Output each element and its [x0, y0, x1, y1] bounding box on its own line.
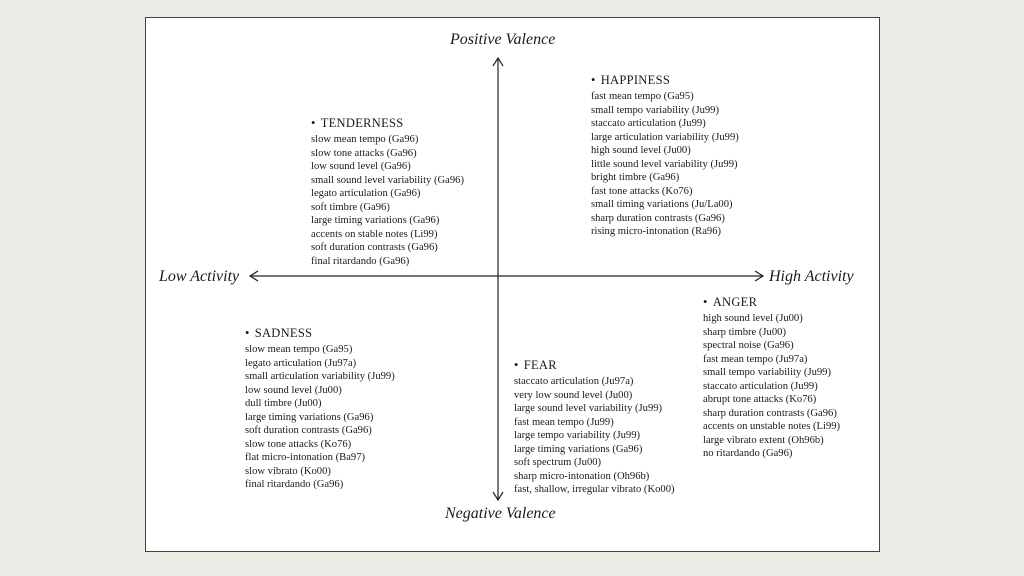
quadrant-title — [703, 295, 840, 310]
cue-item: large timing variations (Ga96) — [514, 443, 643, 455]
cue-item: low sound level (Ga96) — [311, 161, 411, 172]
cue-item: high sound level (Ju00) — [591, 145, 691, 156]
cue-item: fast tone attacks (Ko76) — [591, 185, 693, 197]
cue-item: legato articulation (Ga96) — [311, 188, 421, 199]
cue-item: bright timbre (Ga96) — [591, 172, 680, 183]
quadrant-fear — [514, 358, 675, 497]
cue-item: large articulation variability (Ju99) — [591, 131, 739, 143]
quadrant-title — [591, 73, 739, 88]
cue-item: soft duration contrasts (Ga96) — [311, 242, 438, 253]
emotion-cue-diagram — [145, 17, 880, 552]
cue-item: dull timbre (Ju00) — [245, 398, 322, 409]
quadrant-tenderness — [311, 116, 464, 268]
cue-item: fast mean tempo (Ga95) — [591, 91, 694, 102]
cue-item: little sound level variability (Ju99) — [591, 158, 738, 170]
quadrant-title-text: TENDERNESS — [320, 116, 404, 130]
quadrant-title-text: ANGER — [712, 295, 758, 309]
cue-item: fast mean tempo (Ju97a) — [703, 353, 808, 365]
cue-item: accents on stable notes (Li99) — [311, 228, 438, 240]
cue-item: high sound level (Ju00) — [703, 313, 803, 324]
quadrant-sadness — [245, 326, 395, 492]
quadrant-anger — [703, 295, 840, 461]
axis-label-low-activity: Low Activity — [159, 268, 240, 285]
cue-item: slow mean tempo (Ga96) — [311, 134, 419, 145]
cue-item: soft spectrum (Ju00) — [514, 457, 602, 468]
cue-item: fast, shallow, irregular vibrato (Ko00) — [514, 484, 675, 495]
cue-item: large vibrato extent (Oh96b) — [703, 434, 824, 446]
cue-item: staccato articulation (Ju97a) — [514, 376, 634, 387]
cue-item: low sound level (Ju00) — [245, 384, 342, 396]
cue-item: small timing variations (Ju/La00) — [591, 199, 733, 210]
quadrant-title — [245, 326, 395, 341]
cue-item: staccato articulation (Ju99) — [703, 380, 818, 392]
bullet-icon: • — [311, 116, 316, 130]
quadrant-title-text: HAPPINESS — [600, 73, 671, 87]
cue-item: sharp duration contrasts (Ga96) — [591, 212, 725, 224]
cue-item: staccato articulation (Ju99) — [591, 118, 706, 129]
cue-item: rising micro-intonation (Ra96) — [591, 226, 722, 237]
cue-item: legato articulation (Ju97a) — [245, 357, 357, 369]
cue-item: sharp timbre (Ju00) — [703, 326, 786, 338]
cue-item: final ritardando (Ga96) — [245, 479, 344, 490]
quadrant-title-text: FEAR — [523, 358, 557, 372]
cue-item: flat micro-intonation (Ba97) — [245, 452, 366, 463]
cue-item: slow mean tempo (Ga95) — [245, 344, 353, 355]
quadrant-title — [311, 116, 464, 131]
cue-item: slow vibrato (Ko00) — [245, 465, 331, 477]
cue-item: final ritardando (Ga96) — [311, 255, 410, 267]
cue-item: soft duration contrasts (Ga96) — [245, 425, 372, 436]
cue-item: abrupt tone attacks (Ko76) — [703, 394, 817, 405]
cue-item: large timing variations (Ga96) — [245, 411, 374, 423]
cue-item: sharp duration contrasts (Ga96) — [703, 407, 837, 419]
cue-item: slow tone attacks (Ga96) — [311, 147, 417, 159]
cue-item: small tempo variability (Ju99) — [703, 367, 831, 378]
cue-item: large tempo variability (Ju99) — [514, 430, 641, 441]
bullet-icon: • — [703, 295, 708, 309]
cue-item: small articulation variability (Ju99) — [245, 371, 395, 382]
quadrant-happiness — [591, 73, 739, 239]
cue-item: fast mean tempo (Ju99) — [514, 416, 614, 428]
cue-item: soft timbre (Ga96) — [311, 201, 390, 213]
bullet-icon: • — [591, 73, 596, 87]
bullet-icon: • — [514, 358, 519, 372]
axis-label-positive-valence: Positive Valence — [450, 31, 556, 48]
bullet-icon: • — [245, 326, 250, 340]
cue-item: accents on unstable notes (Li99) — [703, 421, 841, 432]
quadrant-title — [514, 358, 675, 373]
quadrant-title-text: SADNESS — [254, 326, 313, 340]
cue-item: sharp micro-intonation (Oh96b) — [514, 470, 650, 482]
axis-label-high-activity: High Activity — [769, 268, 854, 285]
axis-label-negative-valence: Negative Valence — [445, 505, 556, 522]
cue-item: large timing variations (Ga96) — [311, 215, 440, 226]
cue-item: large sound level variability (Ju99) — [514, 403, 663, 414]
cue-item: small tempo variability (Ju99) — [591, 104, 719, 116]
cue-item: small sound level variability (Ga96) — [311, 174, 464, 186]
cue-item: very low sound level (Ju00) — [514, 389, 633, 401]
cue-item: no ritardando (Ga96) — [703, 448, 793, 459]
cue-item: spectral noise (Ga96) — [703, 340, 794, 351]
cue-item: slow tone attacks (Ko76) — [245, 438, 352, 450]
